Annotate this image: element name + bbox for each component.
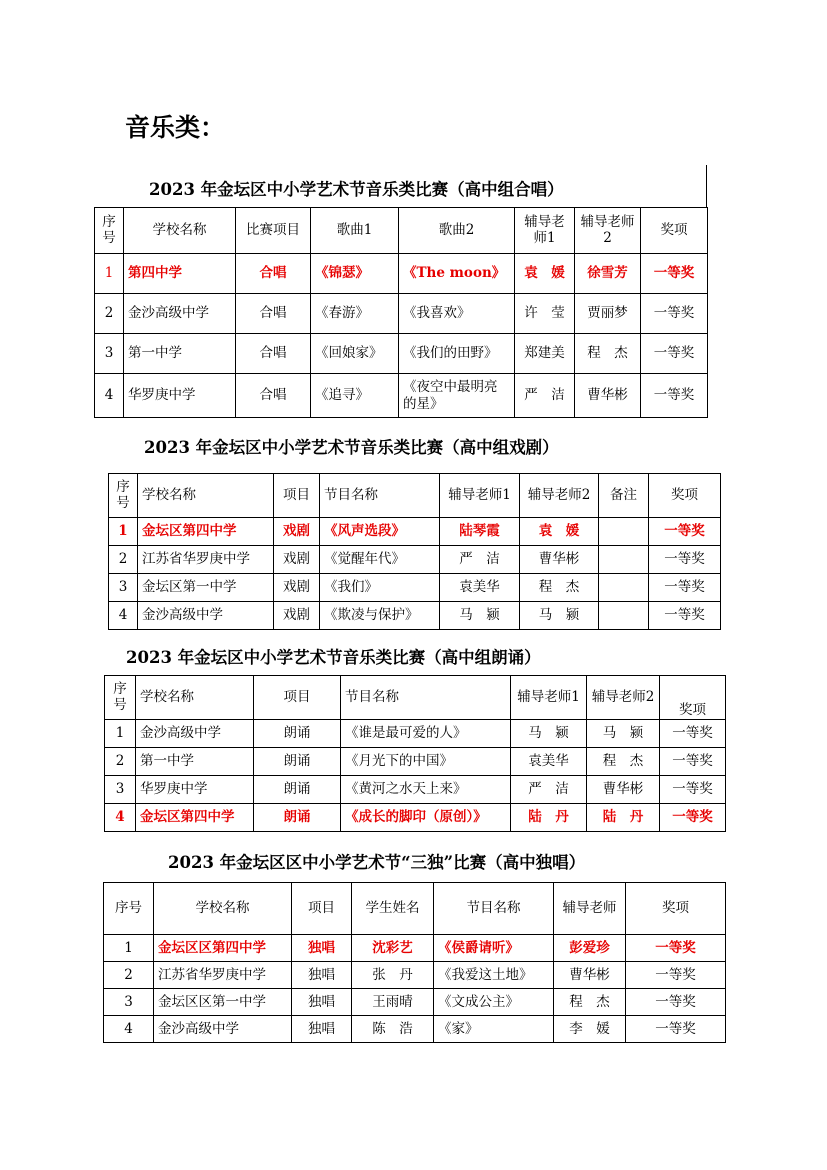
cell-remark — [599, 518, 649, 546]
cell-school: 第一中学 — [136, 748, 254, 776]
table-header-row — [104, 883, 726, 935]
cell-school: 金坛区区第一中学 — [154, 989, 292, 1016]
cell-category: 独唱 — [292, 935, 352, 962]
col-header-song1: 歌曲1 — [311, 208, 399, 254]
col-header-teacher2: 辅导老师2 — [520, 474, 599, 518]
cell-category: 合唱 — [236, 294, 311, 334]
cell-teacher2: 马 颍 — [520, 602, 599, 630]
table-row — [105, 748, 726, 776]
cell-index: 3 — [104, 989, 154, 1016]
col-header-index: 序号 — [95, 208, 124, 254]
col-header-program: 节目名称 — [320, 474, 440, 518]
cell-award: 一等奖 — [660, 720, 726, 748]
cell-index: 1 — [95, 254, 124, 294]
divider — [706, 165, 707, 207]
col-header-index: 序号 — [105, 676, 136, 720]
cell-index: 2 — [104, 962, 154, 989]
table-title-solo: 2023 年金坛区区中小学艺术节“三独”比赛（高中独唱） — [168, 853, 586, 872]
col-header-category: 项目 — [254, 676, 341, 720]
cell-program: 《我爱这土地》 — [434, 962, 554, 989]
cell-teacher1: 陆琴霞 — [440, 518, 520, 546]
cell-remark — [599, 546, 649, 574]
cell-teacher1: 马 颍 — [511, 720, 587, 748]
cell-award: 一等奖 — [649, 574, 721, 602]
cell-song2: 《我们的田野》 — [399, 334, 515, 374]
col-header-category: 比赛项目 — [236, 208, 311, 254]
col-header-school: 学校名称 — [154, 883, 292, 935]
cell-school: 第一中学 — [124, 334, 236, 374]
cell-award: 一等奖 — [641, 374, 708, 418]
cell-teacher1: 袁美华 — [511, 748, 587, 776]
col-header-category: 项目 — [292, 883, 352, 935]
cell-award: 一等奖 — [649, 546, 721, 574]
cell-program: 《文成公主》 — [434, 989, 554, 1016]
col-header-program: 节目名称 — [341, 676, 511, 720]
table-row — [105, 720, 726, 748]
cell-program: 《黄河之水天上来》 — [341, 776, 511, 804]
cell-school: 华罗庚中学 — [124, 374, 236, 418]
cell-category: 戏剧 — [274, 574, 320, 602]
col-header-school: 学校名称 — [136, 676, 254, 720]
cell-award: 一等奖 — [626, 935, 726, 962]
col-header-remark: 备注 — [599, 474, 649, 518]
cell-teacher: 曹华彬 — [554, 962, 626, 989]
cell-song1: 《回娘家》 — [311, 334, 399, 374]
table-title-drama: 2023 年金坛区中小学艺术节音乐类比赛（高中组戏剧） — [144, 438, 559, 457]
cell-award: 一等奖 — [641, 254, 708, 294]
section-heading: 音乐类： — [125, 113, 226, 142]
cell-award: 一等奖 — [626, 989, 726, 1016]
cell-teacher1: 严 洁 — [515, 374, 575, 418]
col-header-teacher1: 辅导老师1 — [440, 474, 520, 518]
cell-school: 金坛区第四中学 — [138, 518, 274, 546]
cell-award: 一等奖 — [660, 776, 726, 804]
solo-table — [103, 882, 726, 1043]
cell-program: 《月光下的中国》 — [341, 748, 511, 776]
col-header-teacher1: 辅导老师1 — [515, 208, 575, 254]
cell-teacher2: 贾丽梦 — [575, 294, 641, 334]
cell-song2: 《我喜欢》 — [399, 294, 515, 334]
cell-teacher2: 马 颍 — [587, 720, 660, 748]
cell-student: 沈彩艺 — [352, 935, 434, 962]
cell-school: 金坛区第四中学 — [136, 804, 254, 832]
cell-teacher2: 程 杰 — [587, 748, 660, 776]
cell-teacher1: 袁美华 — [440, 574, 520, 602]
cell-school: 江苏省华罗庚中学 — [138, 546, 274, 574]
recitation-table — [104, 675, 726, 832]
table-header-row — [95, 208, 708, 254]
cell-category: 戏剧 — [274, 602, 320, 630]
cell-school: 金沙高级中学 — [154, 1016, 292, 1043]
cell-category: 朗诵 — [254, 720, 341, 748]
cell-teacher2: 程 杰 — [575, 334, 641, 374]
table-row — [105, 776, 726, 804]
table-header-row — [109, 474, 721, 518]
cell-school: 金沙高级中学 — [138, 602, 274, 630]
cell-school: 华罗庚中学 — [136, 776, 254, 804]
cell-teacher1: 袁 媛 — [515, 254, 575, 294]
cell-school: 第四中学 — [124, 254, 236, 294]
cell-category: 朗诵 — [254, 748, 341, 776]
cell-remark — [599, 602, 649, 630]
cell-index: 1 — [109, 518, 138, 546]
cell-program: 《成长的脚印（原创）》 — [341, 804, 511, 832]
cell-teacher: 李 媛 — [554, 1016, 626, 1043]
cell-teacher2: 曹华彬 — [575, 374, 641, 418]
table-row — [109, 546, 721, 574]
cell-remark — [599, 574, 649, 602]
col-header-award: 奖项 — [649, 474, 721, 518]
col-header-award: 奖项 — [660, 676, 726, 720]
col-header-teacher1: 辅导老师1 — [511, 676, 587, 720]
table-row — [95, 254, 708, 294]
cell-song2: 《夜空中最明亮的星》 — [399, 374, 515, 418]
cell-category: 合唱 — [236, 334, 311, 374]
col-header-student: 学生姓名 — [352, 883, 434, 935]
table-row — [109, 574, 721, 602]
cell-award: 一等奖 — [660, 804, 726, 832]
cell-school: 金沙高级中学 — [136, 720, 254, 748]
cell-program: 《风声选段》 — [320, 518, 440, 546]
cell-teacher2: 曹华彬 — [587, 776, 660, 804]
cell-category: 独唱 — [292, 1016, 352, 1043]
cell-program: 《欺凌与保护》 — [320, 602, 440, 630]
cell-teacher1: 许 莹 — [515, 294, 575, 334]
cell-student: 陈 浩 — [352, 1016, 434, 1043]
table-row — [95, 334, 708, 374]
cell-category: 朗诵 — [254, 804, 341, 832]
col-header-teacher: 辅导老师 — [554, 883, 626, 935]
cell-category: 戏剧 — [274, 546, 320, 574]
cell-award: 一等奖 — [641, 334, 708, 374]
cell-teacher2: 曹华彬 — [520, 546, 599, 574]
cell-program: 《侯爵请听》 — [434, 935, 554, 962]
cell-index: 1 — [104, 935, 154, 962]
col-header-index: 序号 — [109, 474, 138, 518]
cell-award: 一等奖 — [626, 962, 726, 989]
col-header-teacher2: 辅导老师2 — [575, 208, 641, 254]
cell-award: 一等奖 — [649, 602, 721, 630]
cell-teacher2: 徐雪芳 — [575, 254, 641, 294]
cell-award: 一等奖 — [641, 294, 708, 334]
table-row — [105, 804, 726, 832]
cell-program: 《我们》 — [320, 574, 440, 602]
cell-category: 戏剧 — [274, 518, 320, 546]
col-header-index: 序号 — [104, 883, 154, 935]
cell-category: 独唱 — [292, 962, 352, 989]
col-header-song2: 歌曲2 — [399, 208, 515, 254]
cell-teacher2: 程 杰 — [520, 574, 599, 602]
cell-teacher2: 袁 媛 — [520, 518, 599, 546]
col-header-category: 项目 — [274, 474, 320, 518]
table-header-row — [105, 676, 726, 720]
cell-program: 《谁是最可爱的人》 — [341, 720, 511, 748]
cell-index: 4 — [104, 1016, 154, 1043]
cell-index: 3 — [105, 776, 136, 804]
cell-award: 一等奖 — [626, 1016, 726, 1043]
cell-index: 4 — [105, 804, 136, 832]
table-row — [109, 518, 721, 546]
col-header-school: 学校名称 — [124, 208, 236, 254]
table-row — [104, 962, 726, 989]
cell-school: 金坛区区第四中学 — [154, 935, 292, 962]
cell-category: 合唱 — [236, 374, 311, 418]
table-row — [95, 294, 708, 334]
cell-song1: 《追寻》 — [311, 374, 399, 418]
cell-index: 4 — [109, 602, 138, 630]
cell-index: 2 — [95, 294, 124, 334]
cell-student: 张 丹 — [352, 962, 434, 989]
cell-school: 江苏省华罗庚中学 — [154, 962, 292, 989]
cell-teacher1: 郑建美 — [515, 334, 575, 374]
col-header-award: 奖项 — [641, 208, 708, 254]
cell-category: 朗诵 — [254, 776, 341, 804]
cell-index: 3 — [95, 334, 124, 374]
col-header-award: 奖项 — [626, 883, 726, 935]
table-row — [109, 602, 721, 630]
table-row — [104, 989, 726, 1016]
table-title-chorus: 2023 年金坛区中小学艺术节音乐类比赛（高中组合唱） — [149, 180, 564, 199]
cell-award: 一等奖 — [660, 748, 726, 776]
col-header-program: 节目名称 — [434, 883, 554, 935]
table-row — [95, 374, 708, 418]
cell-index: 2 — [105, 748, 136, 776]
cell-song2: 《The moon》 — [399, 254, 515, 294]
cell-index: 1 — [105, 720, 136, 748]
cell-teacher: 彭爱珍 — [554, 935, 626, 962]
cell-program: 《家》 — [434, 1016, 554, 1043]
cell-teacher1: 陆 丹 — [511, 804, 587, 832]
cell-school: 金坛区第一中学 — [138, 574, 274, 602]
cell-category: 独唱 — [292, 989, 352, 1016]
cell-category: 合唱 — [236, 254, 311, 294]
cell-index: 2 — [109, 546, 138, 574]
cell-teacher: 程 杰 — [554, 989, 626, 1016]
table-title-recitation: 2023 年金坛区中小学艺术节音乐类比赛（高中组朗诵） — [126, 648, 541, 667]
drama-table — [108, 473, 721, 630]
cell-song1: 《锦瑟》 — [311, 254, 399, 294]
table-row — [104, 935, 726, 962]
cell-award: 一等奖 — [649, 518, 721, 546]
chorus-table — [94, 207, 708, 418]
cell-song1: 《春游》 — [311, 294, 399, 334]
cell-teacher2: 陆 丹 — [587, 804, 660, 832]
col-header-school: 学校名称 — [138, 474, 274, 518]
cell-teacher1: 严 洁 — [511, 776, 587, 804]
cell-student: 王雨晴 — [352, 989, 434, 1016]
table-row — [104, 1016, 726, 1043]
cell-index: 3 — [109, 574, 138, 602]
cell-school: 金沙高级中学 — [124, 294, 236, 334]
col-header-teacher2: 辅导老师2 — [587, 676, 660, 720]
cell-teacher1: 严 洁 — [440, 546, 520, 574]
cell-program: 《觉醒年代》 — [320, 546, 440, 574]
cell-index: 4 — [95, 374, 124, 418]
cell-teacher1: 马 颍 — [440, 602, 520, 630]
